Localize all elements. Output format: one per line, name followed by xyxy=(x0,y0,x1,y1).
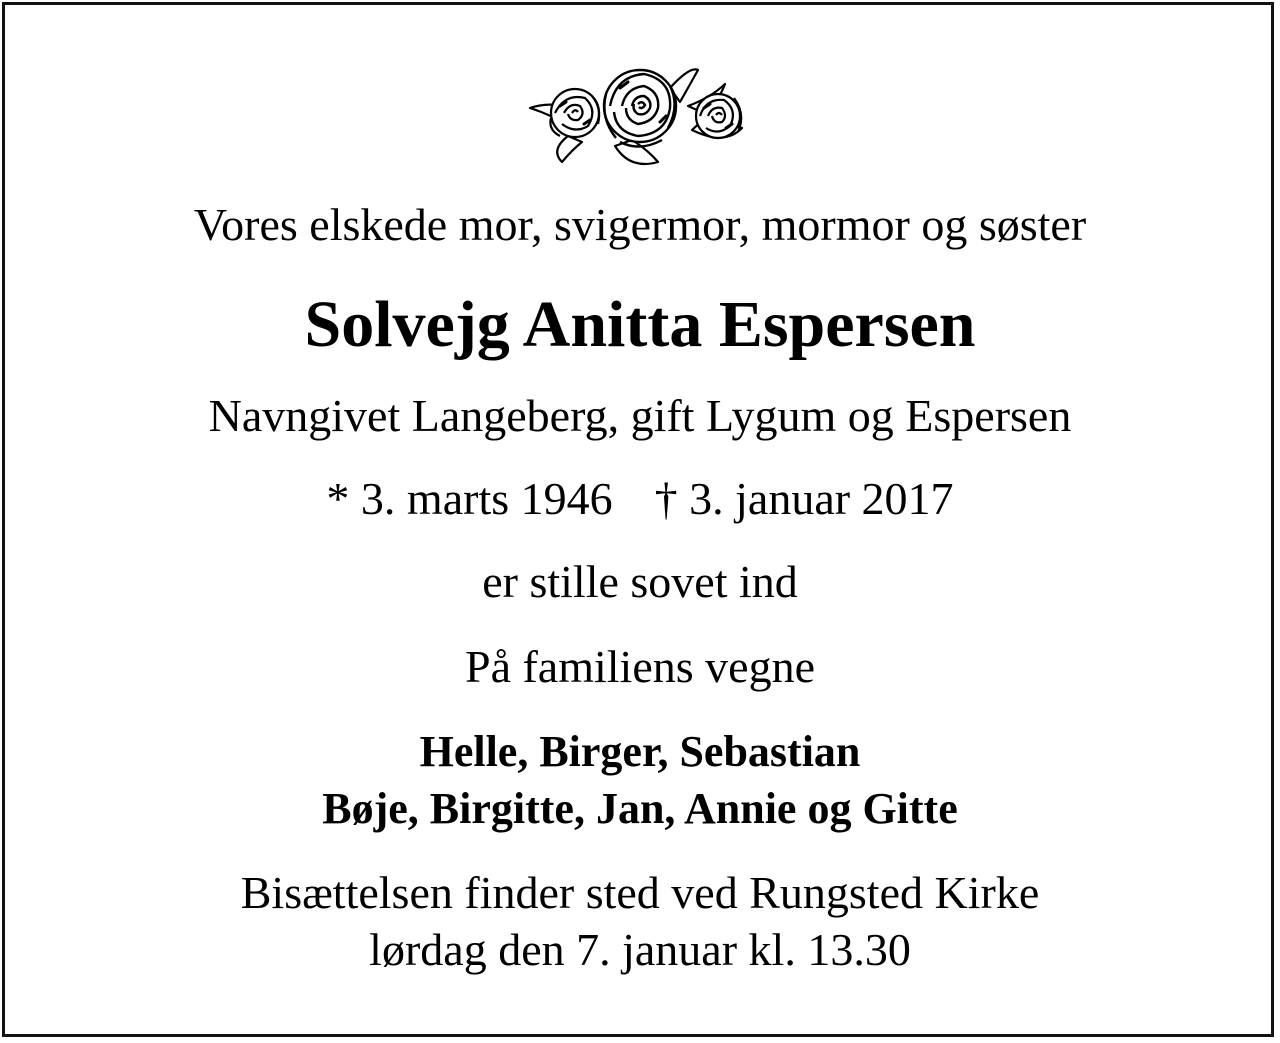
service-time-line: lørdag den 7. januar kl. 13.30 xyxy=(369,924,911,975)
deceased-name: Solvejg Anitta Espersen xyxy=(304,288,976,361)
birth-date: * 3. marts 1946 xyxy=(326,473,613,524)
signature-line: Helle, Birger, Sebastian xyxy=(419,727,861,776)
intro-line: Vores elskede mor, svigermor, mormor og søster xyxy=(193,199,1087,250)
signature-line: Bøje, Birgitte, Jan, Annie og Gitte xyxy=(322,784,958,833)
on-behalf-line: På familiens vegne xyxy=(464,641,815,692)
roses-icon xyxy=(520,58,760,170)
maiden-names-line: Navngivet Langeberg, gift Lygum og Espersen xyxy=(208,390,1072,441)
dates-line xyxy=(0,473,1280,524)
death-date: † 3. januar 2017 xyxy=(654,473,954,524)
service-location-line: Bisættelsen finder sted ved Rungsted Kirke xyxy=(240,867,1040,918)
passing-line: er stille sovet ind xyxy=(482,556,798,607)
